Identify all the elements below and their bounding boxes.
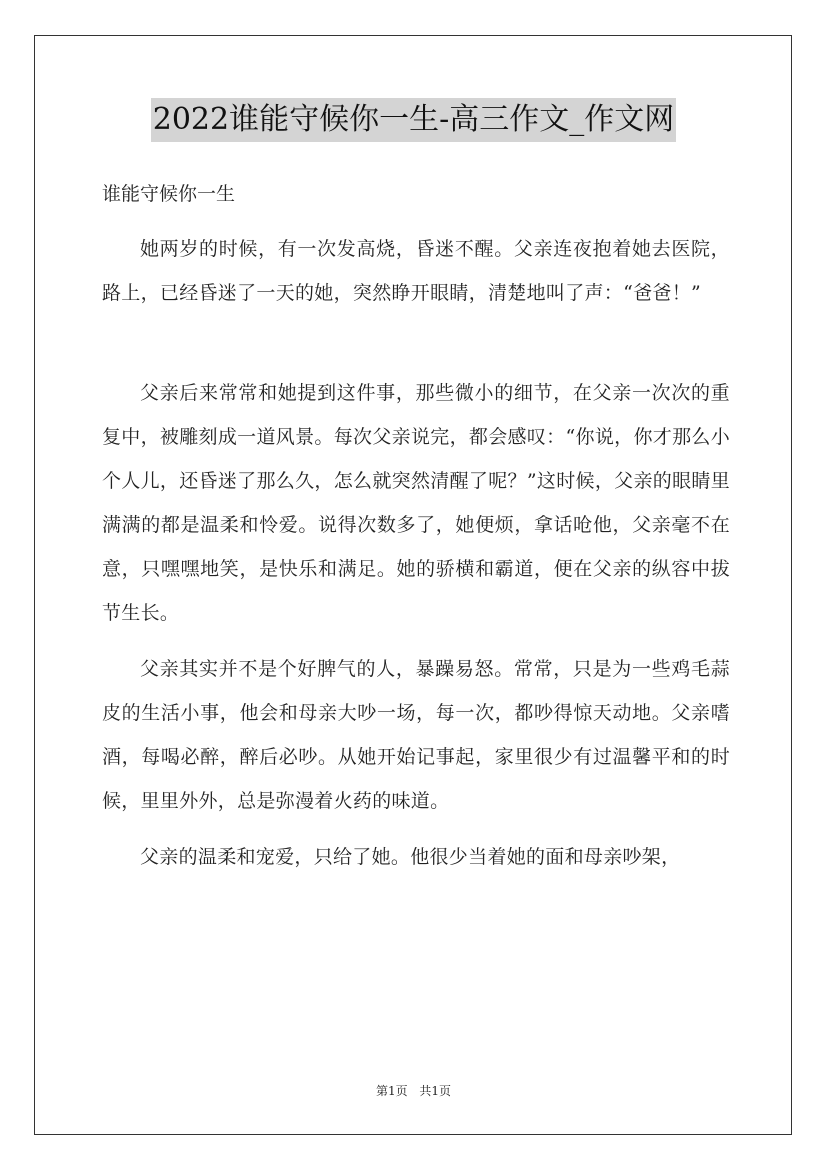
document-subtitle: 谁能守候你一生 — [102, 183, 236, 205]
title-container — [0, 98, 827, 142]
paragraph-2: 父亲后来常常和她提到这件事，那些微小的细节，在父亲一次次的重复中，被雕刻成一道风景。每次父亲说完，都会感叹：“你说，你才那么小个人儿，还昏迷了那么久，怎么就突然清醒了呢？”这时候，父亲的眼睛里满满的都是温柔和怜爱。说得次数多了，她便烦，拿话呛他，父亲毫不在意，只嘿嘿地笑，是快乐和满足。她的骄横和霸道，便在父亲的纵容中拔节生长。 — [102, 382, 730, 624]
paragraph-3: 父亲其实并不是个好脾气的人，暴躁易怒。常常，只是为一些鸡毛蒜皮的生活小事，他会和母亲大吵一场，每一次，都吵得惊天动地。父亲嗜酒，每喝必醉，醉后必吵。从她开始记事起，家里很少有过温馨平和的时候，里里外外，总是弥漫着火药的味道。 — [102, 658, 730, 812]
page-number: 第1页 — [375, 1084, 408, 1098]
document-title: 2022谁能守候你一生-高三作文_作文网 — [151, 98, 676, 142]
paragraph-1: 她两岁的时候，有一次发高烧，昏迷不醒。父亲连夜抱着她去医院，路上，已经昏迷了一天的她，突然睁开眼睛，清楚地叫了声：“爸爸！” — [102, 238, 730, 304]
paragraph-4: 父亲的温柔和宠爱，只给了她。他很少当着她的面和母亲吵架， — [140, 846, 681, 868]
page-footer — [0, 1082, 827, 1099]
document-body — [102, 172, 730, 891]
page-total: 共1页 — [419, 1084, 452, 1098]
